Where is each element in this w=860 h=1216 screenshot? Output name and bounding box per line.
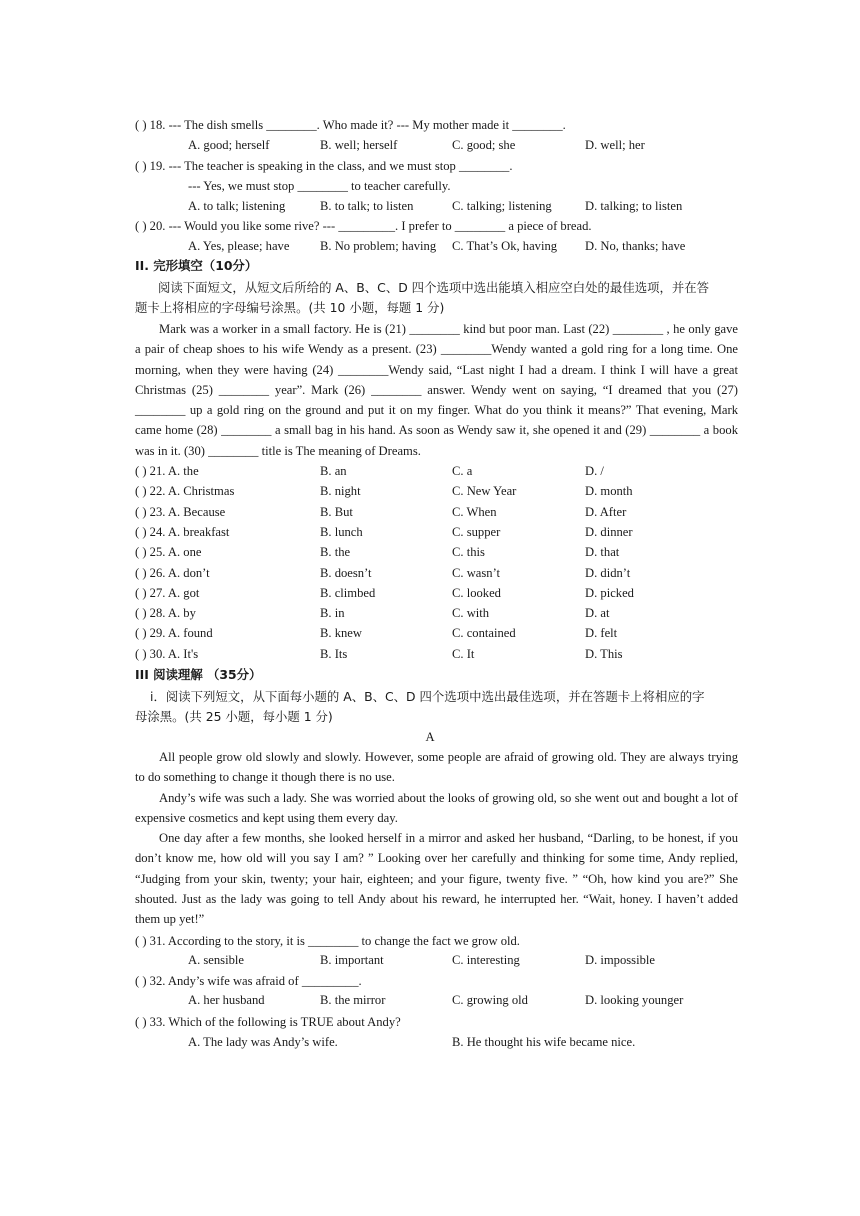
cloze-option-c: C. When <box>452 504 497 519</box>
cloze-option-c: C. supper <box>452 524 501 539</box>
question-20: ( ) 20. --- Would you like some rive? --- _________. I prefer to ________ a piece of bread. <box>135 219 592 233</box>
option-20b: B. No problem; having <box>320 239 437 253</box>
cloze-passage: Mark was a worker in a small factory. He is (21) ________ kind but poor man. Last (22) ________ , he only gave a pair of cheap shoes to his wife Wendy as a present. (23) ________Wendy wanted a gold ring for a long time. One morning, when they were having (24) ________Wendy said, “Last night I had a dream. I think I will have a great Christmas (25) ________ year”. Mark (26) ________ answer. Wendy went on saying, “I dreamed that you (27) ________ up a gold ring on the ground and put it on my finger. What do you think it means?” That evening, Mark came home (28) ________ a small bag in his hand. As soon as Wendy saw it, she opened it and (29) ________ a book was in it. (30) ________ title is The meaning of Dreams. <box>135 322 738 458</box>
reading-paragraph-1: All people grow old slowly and slowly. However, some people are afraid of growing old. They are always trying to do something to change it though there is no use. <box>135 750 738 785</box>
cloze-option-b: B. Its <box>320 646 348 661</box>
option-18b: B. well; herself <box>320 138 398 152</box>
option-31c: C. interesting <box>452 953 520 967</box>
section-3-instruction-1: i．阅读下列短文，从下面每小题的 A、B、C、D 四个选项中选出最佳选项，并在答题卡上将相应的字 <box>150 689 705 704</box>
cloze-option-c: C. a <box>452 464 473 478</box>
question-31: ( ) 31. According to the story, it is ________ to change the fact we grow old. <box>135 934 520 948</box>
option-31d: D. impossible <box>585 953 655 967</box>
cloze-option-b: B. an <box>320 464 347 478</box>
option-33a: A. The lady was Andy’s wife. <box>188 1035 338 1049</box>
section-3-title: III 阅读理解 （35分） <box>135 667 262 682</box>
option-32a: A. her husband <box>188 993 265 1007</box>
option-18c: C. good; she <box>452 138 516 152</box>
cloze-option-c: C. contained <box>452 626 516 641</box>
section-2-instruction-1: 阅读下面短文，从短文后所给的 A、B、C、D 四个选项中选出能填入相应空白处的最佳选项，并在答 <box>158 280 710 295</box>
cloze-option-b: B. in <box>320 606 345 621</box>
option-32d: D. looking younger <box>585 993 684 1007</box>
cloze-option-d: D. picked <box>585 585 634 600</box>
option-32b: B. the mirror <box>320 993 386 1007</box>
section-2-title: II. 完形填空（10分） <box>135 258 258 273</box>
reading-paragraph-3: One day after a few months, she looked herself in a mirror and asked her husband, “Darling, to be honest, if you don’t know me, how old will you say I am? ” Looking over her carefully and thinking for some time, Andy replied, “Judging from your skin, twenty; your hair, eighteen; and your figure, twenty five. ” “Oh, how kind you are?” She shouted. Just as the lady was going to tell Andy about his reward, he interrupted her. “Wait, honey. I haven’t added them up yet!” <box>135 831 738 927</box>
cloze-option-c: C. New Year <box>452 484 517 499</box>
cloze-option-c: C. It <box>452 646 475 661</box>
cloze-option-d: D. After <box>585 504 627 519</box>
reading-paragraph-2: Andy’s wife was such a lady. She was worried about the looks of growing old, so she went out and bought a lot of expensive cosmetics and kept using them every day. <box>135 791 738 826</box>
option-31b: B. important <box>320 953 384 967</box>
cloze-option-b: B. knew <box>320 626 362 641</box>
question-32: ( ) 32. Andy’s wife was afraid of _________. <box>135 974 362 988</box>
cloze-question-number: ( ) 29. A. found <box>135 626 213 641</box>
option-32c: C. growing old <box>452 993 528 1007</box>
passage-label: A <box>425 730 435 744</box>
cloze-option-d: D. didn’t <box>585 565 631 580</box>
cloze-option-d: D. / <box>585 464 604 478</box>
option-20a: A. Yes, please; have <box>188 239 290 253</box>
cloze-option-b: B. night <box>320 484 361 499</box>
cloze-option-b: B. climbed <box>320 585 376 600</box>
option-18a: A. good; herself <box>188 138 270 152</box>
cloze-option-b: B. lunch <box>320 524 363 539</box>
cloze-question-number: ( ) 28. A. by <box>135 606 196 621</box>
cloze-question-number: ( ) 30. A. It's <box>135 646 199 661</box>
cloze-option-b: B. doesn’t <box>320 565 372 580</box>
option-31a: A. sensible <box>188 953 244 967</box>
section-2-instruction-2: 题卡上将相应的字母编号涂黑。(共 10 小题，每题 1 分) <box>135 300 445 315</box>
cloze-question-number: ( ) 23. A. Because <box>135 504 226 519</box>
cloze-option-d: D. This <box>585 646 623 661</box>
option-18d: D. well; her <box>585 138 645 152</box>
cloze-option-c: C. wasn’t <box>452 565 501 580</box>
option-33b: B. He thought his wife became nice. <box>452 1035 636 1049</box>
section-3-instruction-2: 母涂黑。(共 25 小题，每小题 1 分) <box>135 709 333 724</box>
question-19: ( ) 19. --- The teacher is speaking in the class, and we must stop ________. <box>135 159 513 173</box>
option-20c: C. That’s Ok, having <box>452 239 558 253</box>
cloze-option-d: D. month <box>585 484 633 499</box>
cloze-question-number: ( ) 24. A. breakfast <box>135 524 230 539</box>
option-19b: B. to talk; to listen <box>320 199 414 213</box>
cloze-option-d: D. that <box>585 545 620 560</box>
cloze-option-b: B. But <box>320 504 353 519</box>
option-19d: D. talking; to listen <box>585 199 683 213</box>
cloze-option-d: D. dinner <box>585 524 633 539</box>
question-33: ( ) 33. Which of the following is TRUE about Andy? <box>135 1015 401 1029</box>
cloze-question-number: ( ) 22. A. Christmas <box>135 484 235 499</box>
cloze-option-c: C. this <box>452 545 485 560</box>
option-20d: D. No, thanks; have <box>585 239 686 253</box>
option-19c: C. talking; listening <box>452 199 552 213</box>
cloze-question-number: ( ) 26. A. don’t <box>135 565 210 580</box>
cloze-option-c: C. looked <box>452 585 501 600</box>
question-19-line2: --- Yes, we must stop ________ to teacher carefully. <box>188 179 451 193</box>
cloze-option-b: B. the <box>320 545 351 560</box>
cloze-option-d: D. felt <box>585 626 618 641</box>
cloze-question-number: ( ) 27. A. got <box>135 585 200 600</box>
cloze-question-number: ( ) 21. A. the <box>135 464 199 478</box>
cloze-question-number: ( ) 25. A. one <box>135 545 202 560</box>
cloze-option-d: D. at <box>585 606 610 621</box>
cloze-option-c: C. with <box>452 606 490 621</box>
option-19a: A. to talk; listening <box>188 199 286 213</box>
question-18: ( ) 18. --- The dish smells ________. Who made it? --- My mother made it ________. <box>135 118 566 132</box>
